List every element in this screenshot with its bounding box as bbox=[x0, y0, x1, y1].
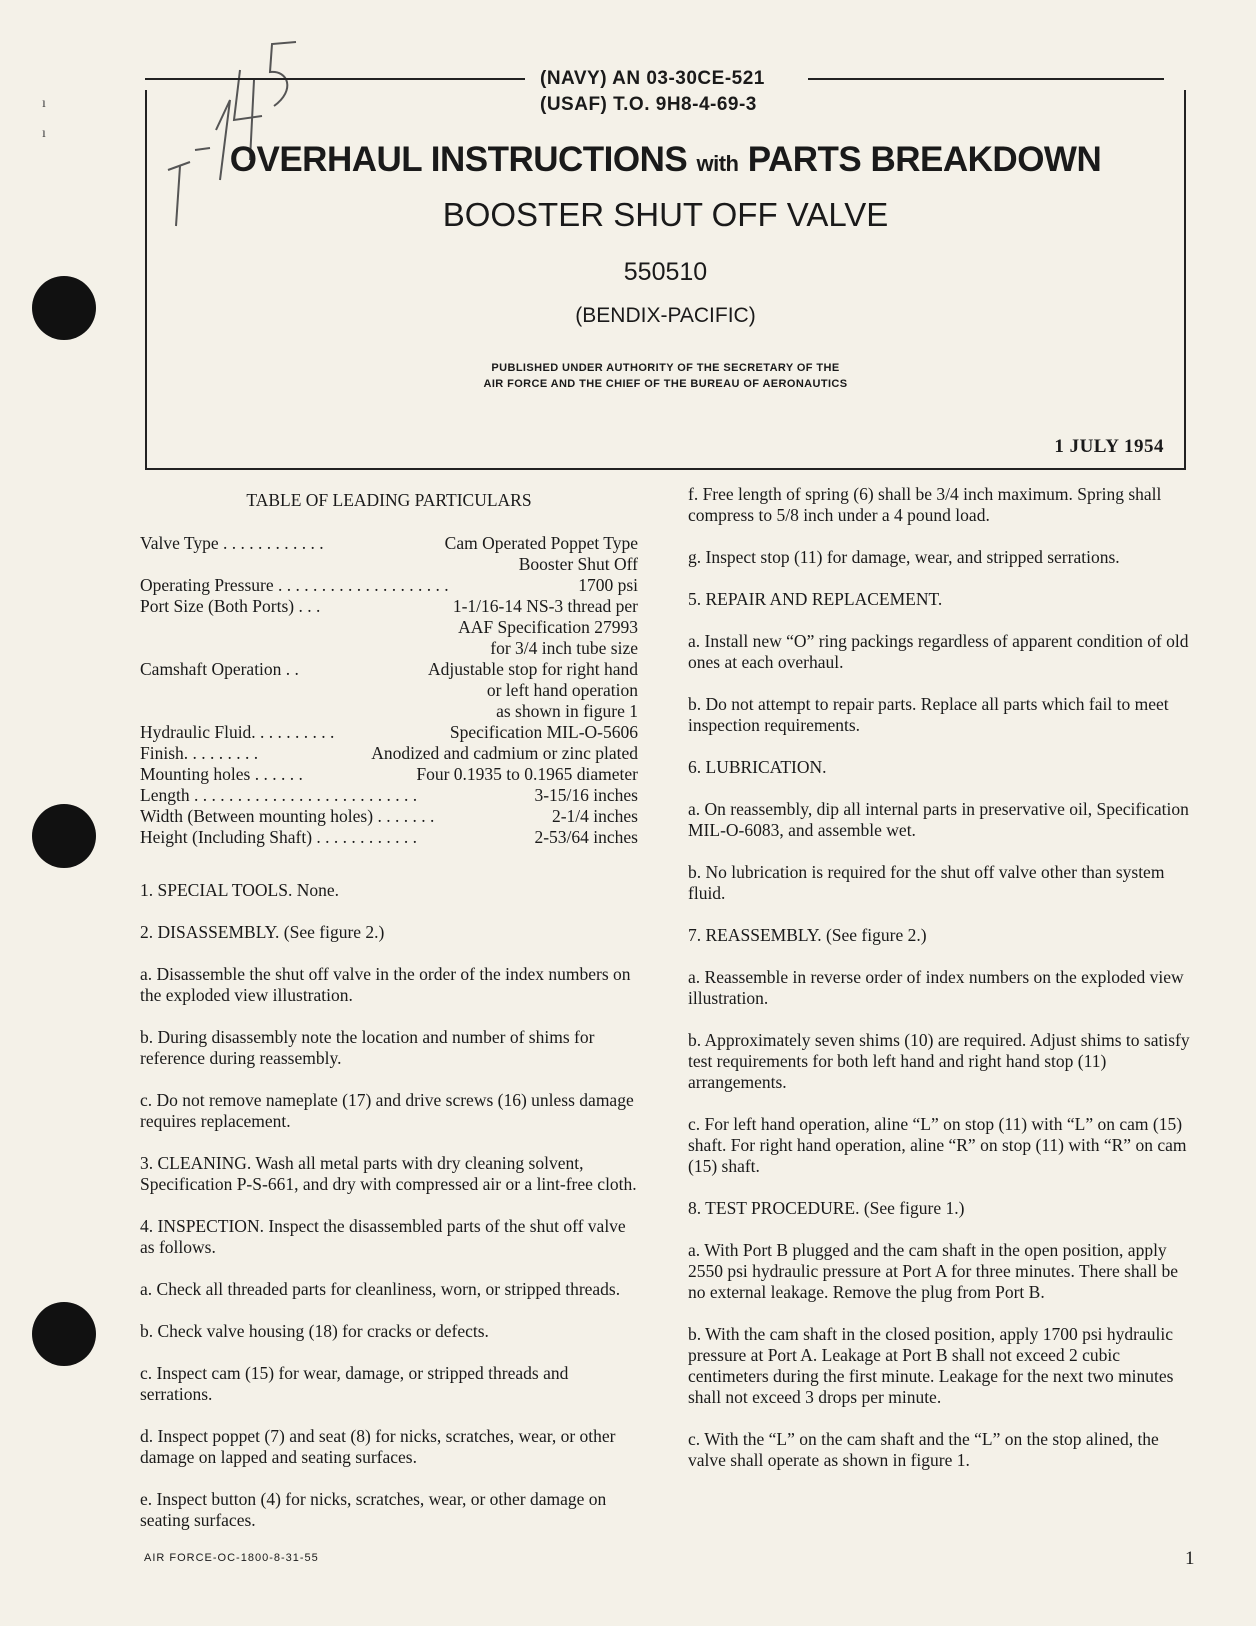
header-rule-left bbox=[145, 78, 525, 80]
paragraph: b. During disassembly note the location and number of shims for reference during reassembly. bbox=[140, 1027, 595, 1068]
particular-value: Specification MIL-O-5606 bbox=[449, 722, 638, 742]
title-part2: PARTS BREAKDOWN bbox=[747, 140, 1102, 179]
particular-label: Width (Between mounting holes) . . . . . . . bbox=[140, 806, 435, 826]
authority-line: PUBLISHED UNDER AUTHORITY OF THE SECRETARY OF THE bbox=[491, 362, 840, 374]
title-with: with bbox=[696, 151, 739, 176]
leading-particulars-title: TABLE OF LEADING PARTICULARS bbox=[246, 490, 532, 510]
paragraph: d. Inspect poppet (7) and seat (8) for nicks, scratches, wear, or other damage on lapped and seating surfaces. bbox=[140, 1426, 616, 1467]
page-title bbox=[147, 140, 1184, 180]
paragraph: 6. LUBRICATION. bbox=[688, 757, 827, 777]
particular-label: Valve Type . . . . . . . . . . . . bbox=[140, 533, 324, 553]
particular-label: Port Size (Both Ports) . . . bbox=[140, 596, 321, 616]
binder-hole-top bbox=[32, 276, 96, 340]
particular-row bbox=[140, 533, 638, 554]
paragraph: b. No lubrication is required for the shut off valve other than system fluid. bbox=[688, 862, 1165, 903]
left-column bbox=[140, 490, 638, 1552]
paragraph: 4. INSPECTION. Inspect the disassembled parts of the shut off valve as follows. bbox=[140, 1216, 626, 1257]
subject-title: BOOSTER SHUT OFF VALVE bbox=[442, 196, 889, 233]
particular-label: Finish. . . . . . . . . bbox=[140, 743, 259, 763]
paragraph: b. Do not attempt to repair parts. Replace all parts which fail to meet inspection requirements. bbox=[688, 694, 1169, 735]
particular-value: 1700 psi bbox=[578, 575, 638, 595]
particular-value: 1-1/16-14 NS-3 thread per bbox=[452, 596, 638, 616]
paragraph: b. Check valve housing (18) for cracks or defects. bbox=[140, 1321, 489, 1341]
margin-mark: ı bbox=[42, 96, 46, 111]
paragraph: 1. SPECIAL TOOLS. None. bbox=[140, 880, 339, 900]
particular-value: 2-53/64 inches bbox=[534, 827, 638, 847]
paragraph: a. On reassembly, dip all internal parts in preservative oil, Specification MIL-O-6083, and assemble wet. bbox=[688, 799, 1189, 840]
particular-label: Length . . . . . . . . . . . . . . . . . . . . . . . . . . bbox=[140, 785, 418, 805]
particular-label: Height (Including Shaft) . . . . . . . . . . . . bbox=[140, 827, 418, 847]
paragraph: 8. TEST PROCEDURE. (See figure 1.) bbox=[688, 1198, 965, 1218]
paragraph: 2. DISASSEMBLY. (See figure 2.) bbox=[140, 922, 385, 942]
particular-row bbox=[140, 596, 638, 617]
navy-code: (NAVY) AN 03-30CE-521 bbox=[540, 68, 765, 89]
paragraph: b. With the cam shaft in the closed position, apply 1700 psi hydraulic pressure at Port A. Leakage at Port B shall not exceed 2 cubic centimeters during the first minute. Leakage for the next two minutes shall not exceed 3 drops per minute. bbox=[688, 1324, 1174, 1407]
binder-hole-bottom bbox=[32, 1302, 96, 1366]
right-column bbox=[688, 484, 1192, 1492]
particular-value-continued: as shown in figure 1 bbox=[496, 701, 638, 721]
left-paragraphs bbox=[140, 880, 638, 1531]
paragraph: e. Inspect button (4) for nicks, scratches, wear, or other damage on seating surfaces. bbox=[140, 1489, 607, 1530]
particular-row bbox=[140, 785, 638, 806]
paragraph: g. Inspect stop (11) for damage, wear, and stripped serrations. bbox=[688, 547, 1120, 567]
particular-value-continued: Booster Shut Off bbox=[518, 554, 638, 574]
paragraph: a. With Port B plugged and the cam shaft in the open position, apply 2550 psi hydraulic pressure at Port A for three minutes. There shall be no external leakage. Remove the plug from Port B. bbox=[688, 1240, 1179, 1302]
paragraph: a. Disassemble the shut off valve in the order of the index numbers on the exploded view illustration. bbox=[140, 964, 631, 1005]
particular-row bbox=[140, 659, 638, 680]
part-number: 550510 bbox=[623, 258, 708, 286]
particular-value-continued: for 3/4 inch tube size bbox=[490, 638, 638, 658]
paragraph: 3. CLEANING. Wash all metal parts with dry cleaning solvent, Specification P-S-661, and dry with compressed air or a lint-free cloth. bbox=[140, 1153, 637, 1194]
particular-row bbox=[140, 764, 638, 785]
particular-value: Four 0.1935 to 0.1965 diameter bbox=[416, 764, 638, 784]
particular-row bbox=[140, 575, 638, 596]
particular-value: Anodized and cadmium or zinc plated bbox=[371, 743, 638, 763]
paragraph: 5. REPAIR AND REPLACEMENT. bbox=[688, 589, 943, 609]
particular-label: Mounting holes . . . . . . bbox=[140, 764, 303, 784]
particular-value: 2-1/4 inches bbox=[551, 806, 638, 826]
authority-line: AIR FORCE AND THE CHIEF OF THE BUREAU OF AERONAUTICS bbox=[483, 378, 848, 390]
binder-hole-middle bbox=[32, 804, 96, 868]
usaf-code: (USAF) T.O. 9H8-4-69-3 bbox=[540, 94, 757, 115]
particular-row bbox=[140, 806, 638, 827]
leading-particulars-table bbox=[140, 533, 638, 848]
paragraph: c. Do not remove nameplate (17) and drive screws (16) unless damage requires replacement. bbox=[140, 1090, 634, 1131]
publication-date: 1 JULY 1954 bbox=[1054, 436, 1164, 457]
particular-value-continued: or left hand operation bbox=[486, 680, 638, 700]
manufacturer: (BENDIX-PACIFIC) bbox=[575, 304, 756, 327]
paragraph: a. Check all threaded parts for cleanliness, worn, or stripped threads. bbox=[140, 1279, 621, 1299]
particular-row bbox=[140, 743, 638, 764]
title-part1: OVERHAUL INSTRUCTIONS bbox=[229, 140, 688, 179]
paragraph: c. With the “L” on the cam shaft and the “L” on the stop alined, the valve shall operate as shown in figure 1. bbox=[688, 1429, 1159, 1470]
particular-label: Operating Pressure . . . . . . . . . . . . . . . . . . . . bbox=[140, 575, 449, 595]
print-code: AIR FORCE-OC-1800-8-31-55 bbox=[144, 1552, 319, 1564]
particular-label: Hydraulic Fluid. . . . . . . . . . bbox=[140, 722, 335, 742]
particular-value: 3-15/16 inches bbox=[534, 785, 638, 805]
paragraph: a. Install new “O” ring packings regardless of apparent condition of old ones at each overhaul. bbox=[688, 631, 1189, 672]
particular-value-continued: AAF Specification 27993 bbox=[458, 617, 638, 637]
paragraph: c. For left hand operation, aline “L” on stop (11) with “L” on cam (15) shaft. For right hand operation, aline “R” on stop (11) with “R” on cam (15) shaft. bbox=[688, 1114, 1187, 1176]
paragraph: a. Reassemble in reverse order of index numbers on the exploded view illustration. bbox=[688, 967, 1184, 1008]
particular-value: Cam Operated Poppet Type bbox=[444, 533, 638, 553]
particular-row bbox=[140, 722, 638, 743]
page-number: 1 bbox=[1185, 1548, 1195, 1569]
particular-value: Adjustable stop for right hand bbox=[428, 659, 638, 679]
particular-row bbox=[140, 827, 638, 848]
particular-label: Camshaft Operation . . bbox=[140, 659, 299, 679]
paragraph: f. Free length of spring (6) shall be 3/4 inch maximum. Spring shall compress to 5/8 inch under a 4 pound load. bbox=[688, 484, 1162, 525]
paragraph: 7. REASSEMBLY. (See figure 2.) bbox=[688, 925, 927, 945]
margin-mark: ı bbox=[42, 126, 46, 141]
title-box bbox=[145, 90, 1186, 470]
authority-statement bbox=[147, 360, 1184, 392]
paragraph: b. Approximately seven shims (10) are required. Adjust shims to satisfy test requirements for both left hand and right hand stop (11) arrangements. bbox=[688, 1030, 1190, 1092]
paragraph: c. Inspect cam (15) for wear, damage, or stripped threads and serrations. bbox=[140, 1363, 569, 1404]
header-rule bbox=[808, 78, 1164, 80]
right-paragraphs bbox=[688, 484, 1192, 1471]
